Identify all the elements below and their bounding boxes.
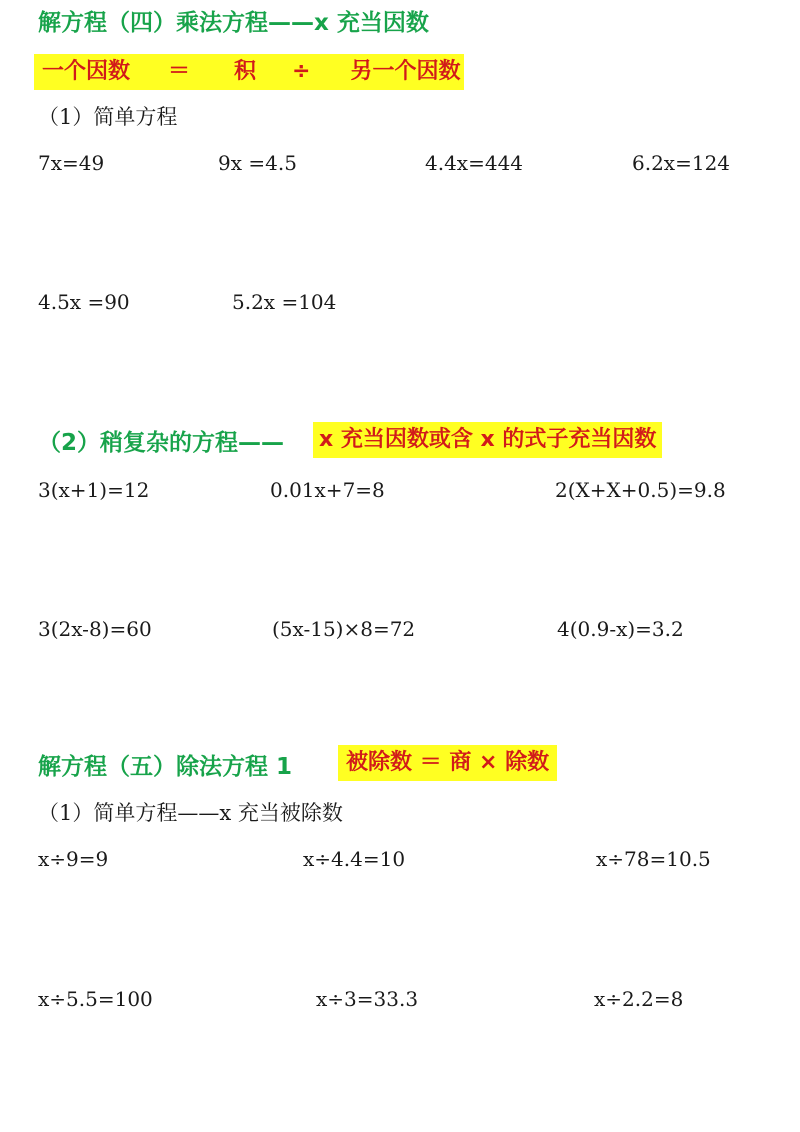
- equation: 9x =4.5: [218, 151, 297, 175]
- section4-part2-highlight: x 充当因数或含 x 的式子充当因数: [313, 422, 662, 458]
- equation: 2(X+X+0.5)=9.8: [555, 478, 726, 502]
- equation: 6.2x=124: [632, 151, 731, 175]
- formula-divide: ÷: [292, 59, 311, 84]
- equation: 3(2x-8)=60: [38, 617, 152, 641]
- equation: x÷2.2=8: [594, 987, 684, 1011]
- equation: x÷4.4=10: [303, 847, 406, 871]
- section5-title: 解方程（五）除法方程 1: [38, 754, 293, 780]
- formula-term-factor: 一个因数: [42, 59, 131, 84]
- equation: x÷5.5=100: [38, 987, 153, 1011]
- equation: 4(0.9-x)=3.2: [557, 617, 684, 641]
- equation: 7x=49: [38, 151, 105, 175]
- equation: 3(x+1)=12: [38, 478, 150, 502]
- equation: 4.4x=444: [425, 151, 524, 175]
- equation: 5.2x =104: [232, 290, 337, 314]
- equation: x÷9=9: [38, 847, 109, 871]
- equation: 0.01x+7=8: [270, 478, 385, 502]
- equation: x÷78=10.5: [596, 847, 711, 871]
- formula-term-product: 积: [234, 59, 257, 84]
- formula-equals: ＝: [168, 59, 191, 84]
- section4-part2-heading: （2）稍复杂的方程——: [38, 430, 285, 456]
- formula-term-other-factor: 另一个因数: [350, 59, 461, 84]
- section4-title: 解方程（四）乘法方程——x 充当因数: [38, 10, 429, 36]
- equation: x÷3=33.3: [316, 987, 419, 1011]
- section4-part1-heading: （1）简单方程: [38, 105, 178, 129]
- equation: 4.5x =90: [38, 290, 130, 314]
- multiplication-formula: [34, 54, 464, 90]
- section5-part1-heading: （1）简单方程——x 充当被除数: [38, 801, 343, 825]
- equation: (5x-15)×8=72: [272, 617, 416, 641]
- division-formula: 被除数 ＝ 商 × 除数: [338, 745, 557, 781]
